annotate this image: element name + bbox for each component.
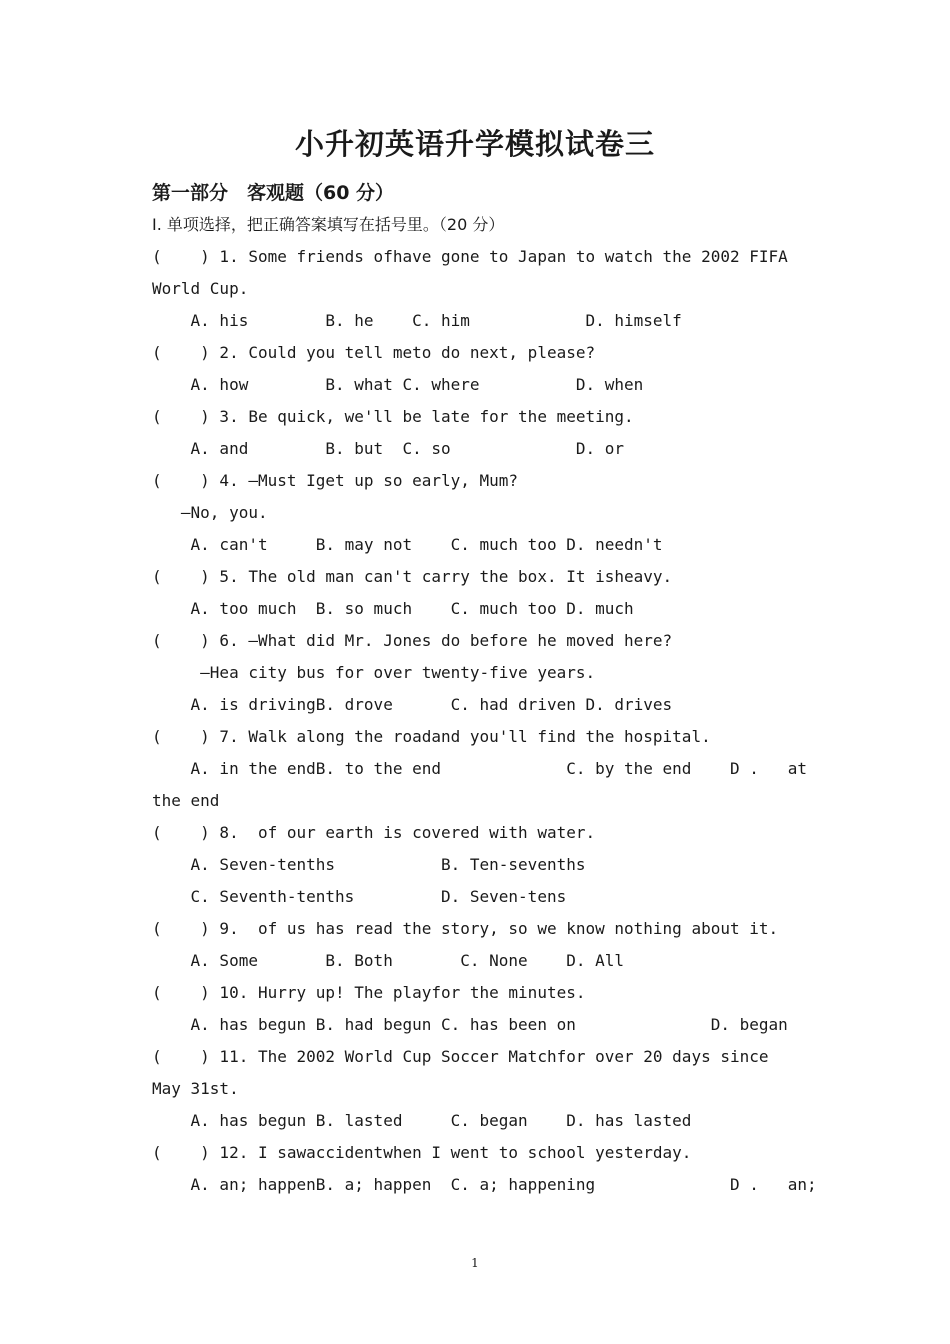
question-6: ( ) 6. —What did Mr. Jones do before he moved here? — [152, 631, 673, 650]
options-11: A. has begun B. lasted C. began D. has lasted — [152, 1111, 692, 1130]
question-12: ( ) 12. I sawaccidentwhen I went to school yesterday. — [152, 1143, 692, 1162]
options-6: A. is drivingB. drove C. had driven D. drives — [152, 695, 673, 714]
section-heading: 第一部分 客观题（60 分） — [152, 182, 395, 204]
options-8-ab: A. Seven-tenths B. Ten-sevenths — [152, 855, 586, 874]
instruction-line: Ⅰ. 单项选择，把正确答案填写在括号里。（20 分） — [152, 215, 505, 234]
question-11-cont: May 31st. — [152, 1079, 239, 1098]
question-7: ( ) 7. Walk along the roadand you'll find the hospital. — [152, 727, 711, 746]
question-10: ( ) 10. Hurry up! The playfor the minutes. — [152, 983, 586, 1002]
question-8: ( ) 8. of our earth is covered with water. — [152, 823, 596, 842]
page-number: 1 — [471, 1256, 479, 1270]
options-1: A. his B. he C. him D. himself — [152, 311, 682, 330]
options-8-cd: C. Seventh-tenths D. Seven-tens — [152, 887, 567, 906]
question-11: ( ) 11. The 2002 World Cup Soccer Matchfor over 20 days since — [152, 1047, 769, 1066]
question-1: ( ) 1. Some friends ofhave gone to Japan to watch the 2002 FIFA — [152, 247, 788, 266]
options-2: A. how B. what C. where D. when — [152, 375, 644, 394]
options-5: A. too much B. so much C. much too D. much — [152, 599, 634, 618]
question-4: ( ) 4. —Must Iget up so early, Mum? — [152, 471, 519, 490]
question-1-cont: World Cup. — [152, 279, 249, 298]
question-9: ( ) 9. of us has read the story, so we know nothing about it. — [152, 919, 779, 938]
question-list — [152, 209, 817, 1201]
options-7: A. in the endB. to the end C. by the end D . at — [152, 759, 808, 778]
question-3: ( ) 3. Be quick, we'll be late for the meeting. — [152, 407, 634, 426]
question-5: ( ) 5. The old man can't carry the box. It isheavy. — [152, 567, 673, 586]
exam-title: 小升初英语升学模拟试卷三 — [294, 127, 655, 161]
options-10: A. has begun B. had begun C. has been on D. began — [152, 1015, 788, 1034]
options-12: A. an; happenB. a; happen C. a; happening D . an; — [152, 1175, 817, 1194]
question-2: ( ) 2. Could you tell meto do next, please? — [152, 343, 596, 362]
options-3: A. and B. but C. so D. or — [152, 439, 625, 458]
question-4-reply: —No, you. — [152, 503, 268, 522]
options-7-cont: the end — [152, 791, 220, 810]
question-6-reply: —Hea city bus for over twenty-five years. — [152, 663, 596, 682]
options-4: A. can't B. may not C. much too D. needn't — [152, 535, 663, 554]
options-9: A. Some B. Both C. None D. All — [152, 951, 625, 970]
